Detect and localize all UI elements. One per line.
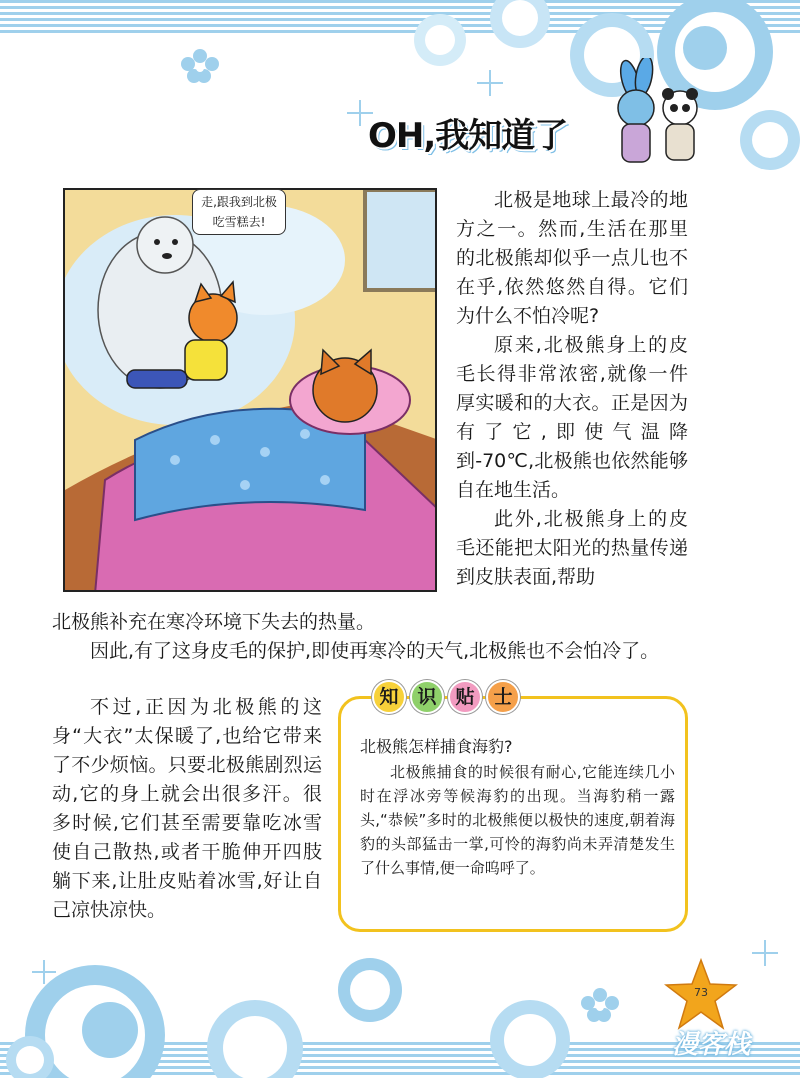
- page-header-title: OH,我知道了: [368, 116, 568, 156]
- tip-badge-2: 识: [410, 680, 444, 714]
- tip-badge-4: 士: [486, 680, 520, 714]
- paragraph-5-text: 不过,正因为北极熊的这身“大衣”太保暖了,也给它带来了不少烦恼。只要北极熊剧烈运动,它的身上就会出很多汗。很多时候,它们甚至需要靠吃冰雪使自己散热,或者干脆伸开四肢躺下来,让肚皮贴着冰雪,好让自己凉快凉快。: [52, 696, 322, 921]
- body-right-column: [456, 186, 688, 592]
- watermark-logo: 漫客栈: [672, 1030, 751, 1060]
- polar-bear-dream-illustration: [65, 190, 437, 592]
- page-number: 73: [694, 986, 708, 999]
- paragraph-3-start: 此外,北极熊身上的皮毛还能把太阳光的热量传递到皮肤表面,帮助: [456, 508, 688, 588]
- paragraph-5: [52, 693, 322, 925]
- paragraph-1: 北极是地球上最冷的地方之一。然而,生活在那里的北极熊却似乎一点儿也不在乎,依然悠然自得。它们为什么不怕冷呢?: [456, 189, 688, 327]
- tip-badge-3: 贴: [448, 680, 482, 714]
- tip-question: 北极熊怎样捕食海豹?: [360, 737, 513, 756]
- tip-badge-1: 知: [372, 680, 406, 714]
- tip-badge-group: [372, 680, 520, 714]
- tip-answer: [360, 760, 675, 880]
- paragraph-3-end: 北极熊补充在寒冷环境下失去的热量。: [52, 611, 376, 633]
- paragraph-2: 原来,北极熊身上的皮毛长得非常浓密,就像一件厚实暖和的大衣。正是因为有了它,即使气温降到-70℃,北极熊也依然能够自在地生活。: [456, 334, 688, 501]
- comic-illustration: [63, 188, 437, 592]
- speech-bubble: 走,跟我到北极吃雪糕去!: [192, 189, 286, 235]
- paragraph-4: 因此,有了这身皮毛的保护,即使再寒冷的天气,北极熊也不会怕冷了。: [90, 640, 660, 662]
- mascot-characters-icon: [592, 58, 712, 168]
- tip-answer-text: 北极熊捕食的时候很有耐心,它能连续几小时在浮冰旁等候海豹的出现。当海豹稍一露头,“恭候”多时的北极熊便以极快的速度,朝着海豹的头部猛击一掌,可怜的海豹尚未弄清楚发生了什么事情,便一命呜呼了。: [360, 763, 675, 877]
